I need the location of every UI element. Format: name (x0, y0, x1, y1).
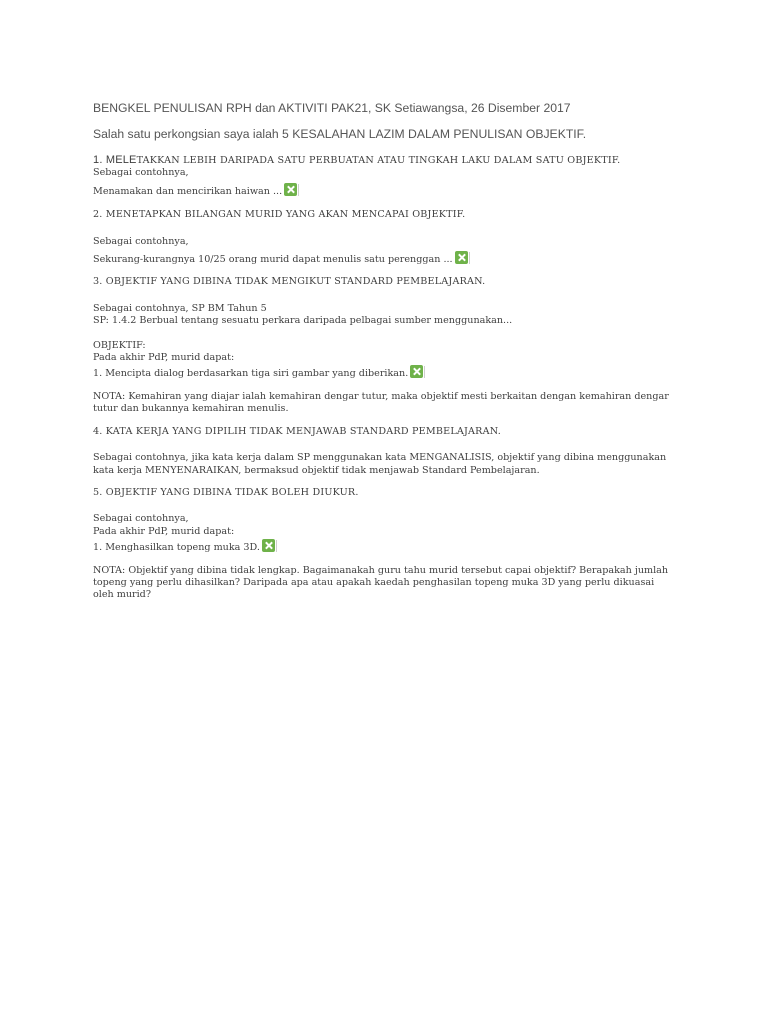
section-3-sp: SP: 1.4.2 Berbual tentang sesuatu perkara daripada pelbagai sumber menggunakan... (93, 315, 513, 327)
section-3-lead: Sebagai contohnya, SP BM Tahun 5 (93, 302, 267, 314)
section-1-example-line (93, 183, 683, 198)
section-2-lead: Sebagai contohnya, (93, 235, 189, 247)
broken-image-icon (410, 365, 423, 378)
document-page (93, 100, 683, 602)
section-4-heading: 4. KATA KERJA YANG DIPILIH TIDAK MENJAWAB STANDARD PEMBELAJARAN. (93, 425, 501, 437)
broken-image-icon (284, 183, 297, 196)
section-5-note-3: oleh murid? (93, 589, 151, 601)
section-2-heading: 2. MENETAPKAN BILANGAN MURID YANG AKAN MENCAPAI OBJEKTIF. (93, 209, 466, 221)
section-5-objective-line (93, 539, 683, 554)
section-5-heading: 5. OBJEKTIF YANG DIBINA TIDAK BOLEH DIUKUR. (93, 486, 359, 498)
section-4-text-1: Sebagai contohnya, jika kata kerja dalam SP menggunakan kata MENGANALISIS, objektif yang dibina menggunakan (93, 452, 667, 464)
section-1-example: Menamakan dan mencirikan haiwan ... (93, 185, 283, 197)
section-5-objective-lead: Pada akhir PdP, murid dapat: (93, 525, 235, 537)
section-1-heading-rest: TAKKAN LEBIH DARIPADA SATU PERBUATAN ATAU TINGKAH LAKU DALAM SATU OBJEKTIF. (136, 155, 621, 166)
section-3-objective-lead: Pada akhir PdP, murid dapat: (93, 352, 235, 364)
image-edge (298, 184, 299, 196)
section-5-objective-item: 1. Menghasilkan topeng muka 3D. (93, 542, 260, 554)
section-3-note-1: NOTA: Kemahiran yang diajar ialah kemahiran dengar tutur, maka objektif mesti berkaitan dengan kemahiran dengar (93, 390, 669, 402)
section-3 (93, 276, 683, 415)
section-5-note-1: NOTA: Objektif yang dibina tidak lengkap. Bagaimanakah guru tahu murid tersebut capai objektif? Berapakah jumlah (93, 564, 669, 576)
section-1-heading-start: 1. MELE (93, 154, 137, 166)
section-5-lead: Sebagai contohnya, (93, 513, 189, 525)
section-2 (93, 209, 683, 266)
image-edge (424, 366, 425, 378)
section-2-example: Sekurang-kurangnya 10/25 orang murid dapat menulis satu perenggan ... (93, 254, 453, 266)
image-edge (469, 252, 470, 264)
section-5-note-2: topeng yang perlu dihasilkan? Daripada apa atau apakah kaedah penghasilan topeng muka 3D yang perlu dikuasai (93, 576, 655, 588)
section-3-objective-label: OBJEKTIF: (93, 339, 146, 351)
document-title: BENGKEL PENULISAN RPH dan AKTIVITI PAK21, SK Setiawangsa, 26 Disember 2017 (93, 101, 571, 115)
section-3-objective-item: 1. Mencipta dialog berdasarkan tiga siri gambar yang diberikan. (93, 368, 409, 380)
intro-text: Salah satu perkongsian saya ialah 5 KESALAHAN LAZIM DALAM PENULISAN OBJEKTIF. (93, 127, 587, 141)
section-2-example-line (93, 251, 683, 266)
section-1-lead: Sebagai contohnya, (93, 167, 189, 179)
section-3-heading: 3. OBJEKTIF YANG DIBINA TIDAK MENGIKUT STANDARD PEMBELAJARAN. (93, 276, 486, 288)
image-edge (276, 540, 277, 552)
section-3-note-2: tutur dan bukannya kemahiran menulis. (93, 403, 289, 415)
section-3-objective-line (93, 365, 683, 380)
section-5 (93, 487, 683, 602)
broken-image-icon (262, 539, 275, 552)
broken-image-icon (455, 251, 468, 264)
section-4 (93, 426, 683, 477)
section-4-text-2: kata kerja MENYENARAIKAN, bermaksud objektif tidak menjawab Standard Pembelajaran. (93, 464, 540, 476)
section-1 (93, 154, 683, 198)
section-1-heading (93, 154, 683, 167)
